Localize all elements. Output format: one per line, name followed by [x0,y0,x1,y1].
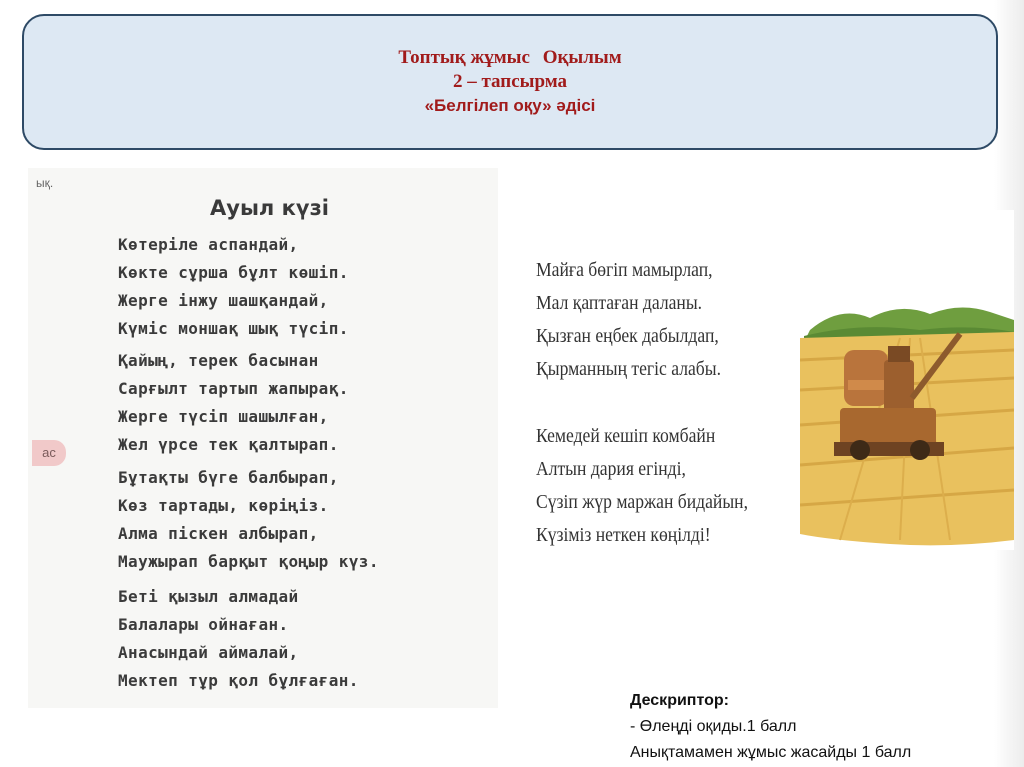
scan-fragment-text: ық. [36,176,54,190]
descriptor-title: Дескриптор: [630,692,729,709]
poem-line: Балалары ойнаған. [118,615,289,634]
descriptor-block [630,688,911,766]
poem-line: Күміс моншақ шық түсіп. [118,319,349,338]
poem-line: Қайың, терек басынан [118,351,319,370]
poem-stanza-2 [118,347,349,459]
header-task-number: 2 – тапсырма [452,71,568,92]
poem-line: Қызған еңбек дабылдап, [536,325,719,347]
poem-line: Жерге түсіп шашылған, [118,407,329,426]
poem-line: Мектеп тұр қол бұлғаған. [118,671,359,690]
header-reading: Оқылым [542,47,622,68]
poem-line: Алма піскен албырап, [118,524,319,543]
poem-line: Кемедей кешіп комбайн [536,425,716,447]
poem-line: Майға бөгіп мамырлап, [536,259,713,281]
descriptor-item-1: - Өлеңді оқиды.1 балл [630,718,797,735]
poem-stanza-4 [118,583,359,695]
poem-line: Көз тартады, көріңіз. [118,496,329,515]
poem-line: Сүзіп жүр маржан бидайын, [536,491,748,513]
poem-line: Жел үрсе тек қалтырап. [118,435,339,454]
poem-line: Көтеріле аспандай, [118,235,299,254]
poem-stanza-1 [118,231,349,343]
header-group-work: Топтық жұмыс [398,47,530,68]
poem-stanza-5 [536,254,721,386]
poem-line: Алтын дария егінді, [536,458,686,480]
descriptor-item-2: Анықтамамен жұмыс жасайды 1 балл [630,744,912,761]
scan-side-tab: ас [32,440,66,466]
poem-title: Ауыл күзі [210,196,329,220]
poem-line: Беті қызыл алмадай [118,587,299,606]
poem-line: Анасындай аймалай, [118,643,299,662]
header-line-1 [24,46,996,70]
poem-line: Бұтақты бүге балбырап, [118,468,339,487]
poem-stanza-6 [536,420,748,552]
poem-line: Сарғылт тартып жапырақ. [118,379,349,398]
poem-line: Маужырап барқыт қоңыр күз. [118,552,379,571]
task-header-box [22,14,998,150]
header-method: «Белгілеп оқу» әдісі [424,96,596,115]
poem-stanza-3 [118,464,379,576]
poem-line: Қырманның тегіс алабы. [536,358,721,380]
poem-line: Көкте сұрша бұлт көшіп. [118,263,349,282]
combine-harvester-illustration [800,210,1014,550]
poem-line: Жерге інжу шашқандай, [118,291,329,310]
poem-line: Күзіміз неткен көңілді! [536,524,711,546]
poem-line: Мал қаптаған даланы. [536,292,703,314]
